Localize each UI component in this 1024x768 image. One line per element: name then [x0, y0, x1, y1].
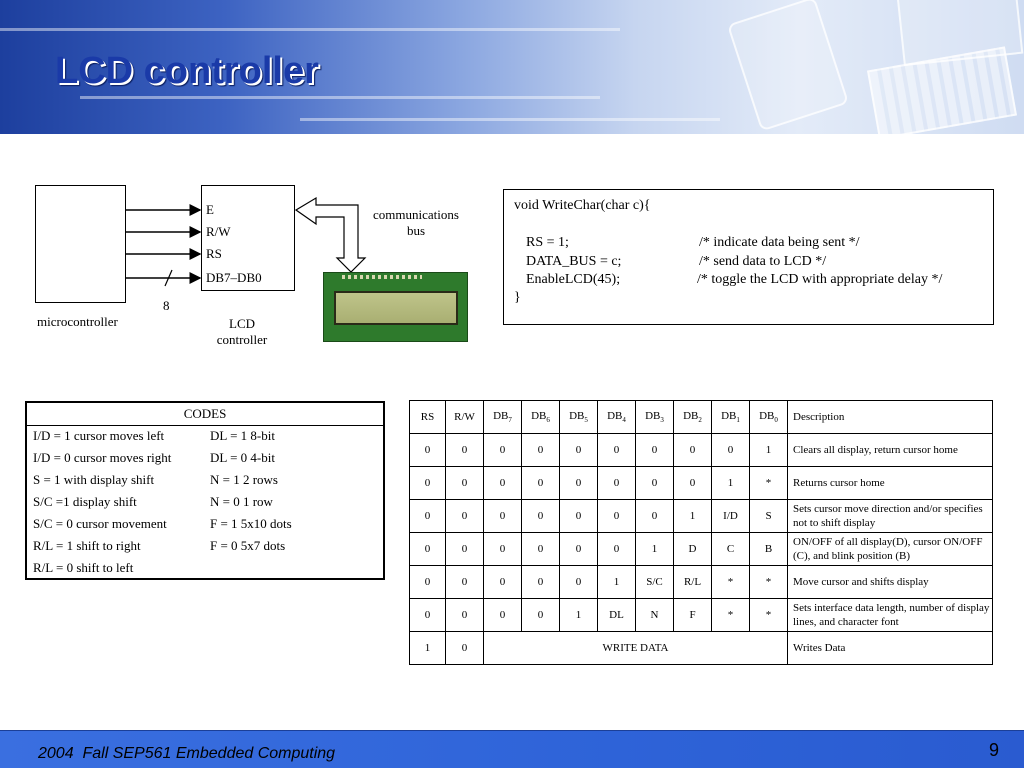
- communications-bus-arrow: [296, 198, 365, 272]
- table-cell: S/C: [636, 566, 674, 599]
- table-cell: C: [712, 533, 750, 566]
- col-header: Description: [788, 401, 993, 434]
- code-line-close: }: [514, 290, 521, 305]
- table-cell: 0: [636, 434, 674, 467]
- slide-title: LCD controller: [55, 50, 319, 92]
- table-cell-description: Returns cursor home: [788, 467, 993, 500]
- table-cell: 0: [598, 467, 636, 500]
- table-cell: *: [712, 566, 750, 599]
- col-header-sub: 1: [736, 416, 740, 425]
- lcd-screen: [334, 291, 458, 325]
- table-cell-description: Move cursor and shifts display: [788, 566, 993, 599]
- col-header-text: DB: [645, 409, 661, 422]
- table-cell: 0: [446, 632, 484, 665]
- command-table: [409, 400, 993, 665]
- col-header-text: DB: [493, 409, 509, 422]
- col-header: [522, 401, 560, 434]
- code-line-enable: EnableLCD(45);: [526, 272, 621, 287]
- table-row: [26, 425, 384, 447]
- table-row: [26, 557, 384, 579]
- page-number: 9: [988, 740, 999, 760]
- code-right: [204, 557, 384, 579]
- code-left: R/L = 1 shift to right: [33, 538, 141, 553]
- table-cell: 0: [484, 467, 522, 500]
- code-right: F = 1 5x10 dots: [210, 516, 292, 531]
- table-cell-description: ON/OFF of all display(D), cursor ON/OFF (C), and blink position (B): [788, 533, 993, 566]
- footer-course: 2004 Fall SEP561 Embedded Computing: [38, 745, 336, 762]
- table-row: [26, 491, 384, 513]
- col-header-sub: 3: [660, 416, 664, 425]
- table-cell: 0: [484, 566, 522, 599]
- lcd-controller-label-line2: controller: [216, 332, 268, 347]
- table-cell-description: Sets cursor move direction and/or specifies not to shift display: [788, 500, 993, 533]
- footer-bar: [0, 730, 1024, 768]
- code-left: I/D = 0 cursor moves right: [33, 450, 172, 465]
- table-cell: 1: [636, 533, 674, 566]
- table-cell-description: Writes Data: [788, 632, 993, 665]
- table-cell: 0: [598, 500, 636, 533]
- table-cell: 0: [522, 599, 560, 632]
- table-cell: N: [636, 599, 674, 632]
- table-cell: 0: [446, 533, 484, 566]
- col-header: R/W: [446, 401, 484, 434]
- table-cell: 0: [410, 500, 446, 533]
- table-cell: 0: [674, 467, 712, 500]
- bus-width-label: 8: [163, 298, 170, 313]
- table-cell: 0: [712, 434, 750, 467]
- col-header-sub: 5: [584, 416, 588, 425]
- table-cell: 0: [484, 434, 522, 467]
- table-row: [410, 599, 993, 632]
- table-cell: 0: [560, 500, 598, 533]
- code-left: S = 1 with display shift: [33, 472, 155, 487]
- table-cell: 0: [636, 467, 674, 500]
- col-header-text: DB: [683, 409, 699, 422]
- code-left: R/L = 0 shift to left: [33, 559, 134, 575]
- table-cell: 0: [522, 533, 560, 566]
- col-header-sub: 0: [774, 416, 778, 425]
- table-cell: 0: [636, 500, 674, 533]
- table-cell: 0: [410, 566, 446, 599]
- code-listing: [503, 189, 994, 325]
- col-header-sub: 6: [546, 416, 550, 425]
- table-cell: 0: [410, 434, 446, 467]
- write-data-cell: WRITE DATA: [484, 632, 788, 665]
- table-row: [410, 467, 993, 500]
- table-cell: 1: [560, 599, 598, 632]
- table-cell: 0: [560, 467, 598, 500]
- code-comment-enable: /* toggle the LCD with appropriate delay */: [697, 272, 943, 287]
- codes-header: CODES: [26, 402, 384, 425]
- table-cell: 0: [446, 500, 484, 533]
- table-cell: DL: [598, 599, 636, 632]
- signal-rw-label: R/W: [206, 224, 231, 239]
- table-cell: 0: [410, 599, 446, 632]
- code-left: I/D = 1 cursor moves left: [33, 428, 165, 444]
- table-cell: *: [750, 566, 788, 599]
- col-header-text: DB: [569, 409, 585, 422]
- table-cell: 0: [446, 566, 484, 599]
- table-cell-description: Clears all display, return cursor home: [788, 434, 993, 467]
- code-right: F = 0 5x7 dots: [210, 538, 286, 553]
- col-header-text: DB: [607, 409, 623, 422]
- code-line-rs: RS = 1;: [526, 235, 569, 250]
- table-cell: 0: [446, 467, 484, 500]
- codes-table: [25, 401, 385, 580]
- table-cell: B: [750, 533, 788, 566]
- lcd-pins: [342, 275, 422, 279]
- signal-e-label: E: [206, 202, 214, 217]
- table-cell: *: [750, 467, 788, 500]
- microcontroller-label: microcontroller: [37, 314, 118, 329]
- table-cell: 1: [674, 500, 712, 533]
- code-comment-rs: /* indicate data being sent */: [699, 235, 860, 250]
- table-cell: 0: [484, 500, 522, 533]
- table-row: [410, 566, 993, 599]
- table-row: [410, 434, 993, 467]
- col-header: [674, 401, 712, 434]
- table-cell: 0: [522, 566, 560, 599]
- table-row: [410, 533, 993, 566]
- col-header: [560, 401, 598, 434]
- table-row-write-data: [410, 632, 993, 665]
- table-cell-description: Sets interface data length, number of display lines, and character font: [788, 599, 993, 632]
- table-cell: S: [750, 500, 788, 533]
- table-cell: 0: [410, 467, 446, 500]
- table-cell: 0: [560, 566, 598, 599]
- code-left: S/C = 0 cursor movement: [33, 516, 167, 531]
- comm-bus-label-line1: communications: [373, 207, 459, 222]
- col-header: RS: [410, 401, 446, 434]
- signal-db-label: DB7–DB0: [206, 270, 262, 285]
- table-cell: 0: [560, 533, 598, 566]
- table-cell: 0: [446, 434, 484, 467]
- table-cell: 0: [522, 500, 560, 533]
- table-cell: 1: [410, 632, 446, 665]
- lcd-module-photo: [323, 272, 468, 342]
- code-right: N = 0 1 row: [210, 494, 273, 509]
- lcd-controller-label-line1: LCD: [229, 316, 255, 331]
- code-line-signature: void WriteChar(char c){: [514, 198, 651, 213]
- table-cell: 0: [522, 467, 560, 500]
- table-cell: 1: [750, 434, 788, 467]
- col-header-sub: 4: [622, 416, 626, 425]
- col-header: [598, 401, 636, 434]
- table-cell: R/L: [674, 566, 712, 599]
- signal-rs-label: RS: [206, 246, 222, 261]
- table-cell: *: [750, 599, 788, 632]
- table-cell: 0: [484, 599, 522, 632]
- table-cell: 0: [484, 533, 522, 566]
- code-left: S/C =1 display shift: [33, 494, 137, 509]
- col-header: [750, 401, 788, 434]
- table-cell: 0: [522, 434, 560, 467]
- table-cell: F: [674, 599, 712, 632]
- col-header-text: DB: [531, 409, 547, 422]
- table-cell: 0: [598, 434, 636, 467]
- col-header: [636, 401, 674, 434]
- table-row: [26, 535, 384, 557]
- table-row: [26, 447, 384, 469]
- col-header-sub: 7: [508, 416, 512, 425]
- code-comment-databus: /* send data to LCD */: [699, 254, 827, 269]
- table-cell: 0: [674, 434, 712, 467]
- col-header-text: DB: [759, 409, 775, 422]
- table-row: [410, 500, 993, 533]
- table-cell: D: [674, 533, 712, 566]
- table-cell: 0: [446, 599, 484, 632]
- col-header-sub: 2: [698, 416, 702, 425]
- table-cell: 0: [598, 533, 636, 566]
- table-cell: 1: [598, 566, 636, 599]
- col-header: [484, 401, 522, 434]
- code-line-databus: DATA_BUS = c;: [526, 254, 622, 269]
- code-right: N = 1 2 rows: [210, 472, 278, 487]
- table-cell: 0: [560, 434, 598, 467]
- table-row: [26, 513, 384, 535]
- col-header: [712, 401, 750, 434]
- comm-bus-label-line2: bus: [406, 223, 426, 238]
- table-cell: *: [712, 599, 750, 632]
- code-right: DL = 0 4-bit: [210, 450, 275, 465]
- code-right: DL = 1 8-bit: [210, 428, 275, 444]
- table-row: [26, 469, 384, 491]
- table-cell: 0: [410, 533, 446, 566]
- table-header-row: [410, 401, 993, 434]
- col-header-text: DB: [721, 409, 737, 422]
- table-cell: I/D: [712, 500, 750, 533]
- table-cell: 1: [712, 467, 750, 500]
